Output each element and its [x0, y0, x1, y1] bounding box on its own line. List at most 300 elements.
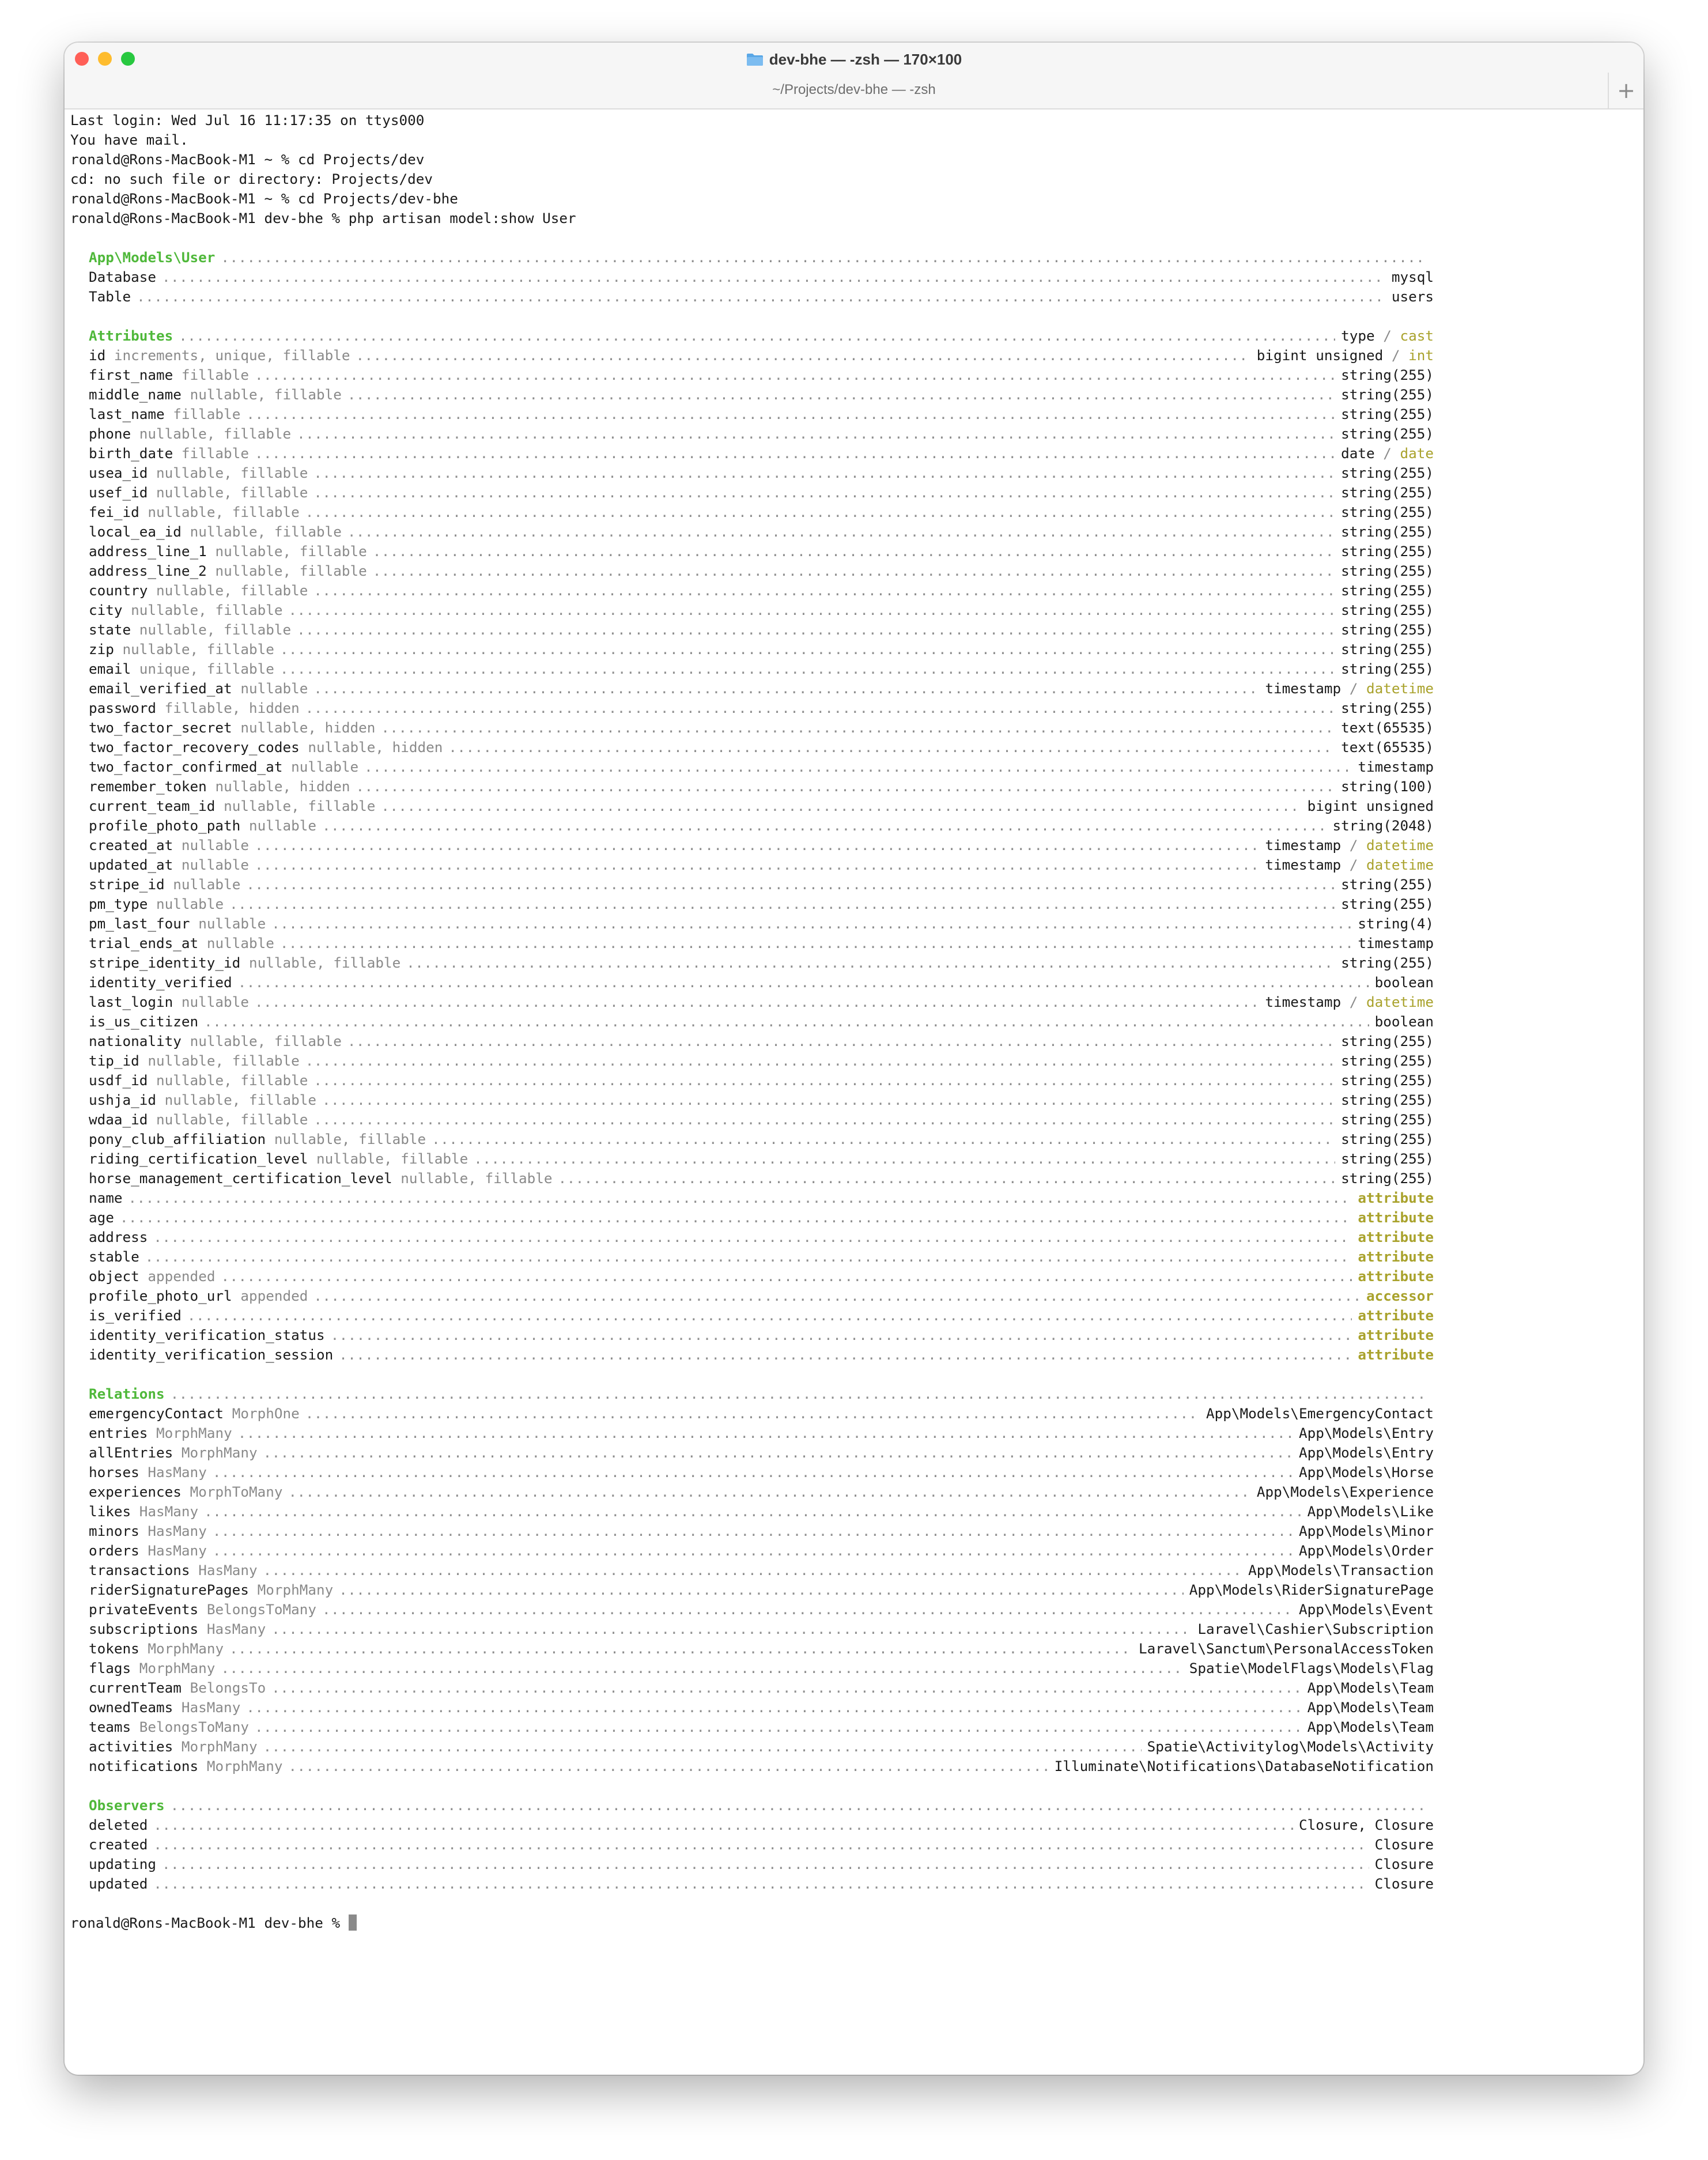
attribute-meta: fillable: [181, 367, 249, 383]
attribute-name: riding_certification_level: [89, 1150, 308, 1167]
row-label: [89, 1639, 224, 1659]
dot-leader: [322, 816, 1327, 836]
session-line: Last login: Wed Jul 16 11:17:35 on ttys000: [70, 112, 425, 129]
row-value: [1139, 1639, 1434, 1659]
relation-row: [89, 1423, 1434, 1443]
row-value: [1341, 463, 1434, 483]
dot-leader: [255, 992, 1259, 1012]
dot-leader: [229, 1639, 1133, 1659]
dot-leader: [373, 561, 1335, 581]
relation-name: currentTeam: [89, 1679, 182, 1696]
accessor-kind: attribute: [1358, 1248, 1434, 1265]
relation-type: HasMany: [148, 1542, 207, 1559]
attribute-meta: nullable: [240, 680, 308, 697]
attribute-row: [89, 816, 1434, 836]
attribute-name: stripe_identity_id: [89, 954, 241, 971]
attribute-row: [89, 1032, 1434, 1051]
attribute-cast: datetime: [1366, 856, 1434, 873]
row-label: [89, 1855, 156, 1874]
row-label: [89, 1659, 215, 1678]
row-value: [1341, 365, 1434, 385]
row-label: [89, 953, 400, 973]
attribute-row: [89, 1306, 1434, 1326]
row-label: [89, 1757, 282, 1776]
row-label: [89, 601, 282, 620]
attribute-name: two_factor_confirmed_at: [89, 758, 283, 775]
attribute-name: email_verified_at: [89, 680, 232, 697]
relation-row: [89, 1561, 1434, 1580]
attribute-name: horse_management_certification_level: [89, 1170, 392, 1187]
row-label: [89, 1012, 198, 1032]
relation-name: privateEvents: [89, 1601, 199, 1618]
row-label: [89, 561, 367, 581]
row-label: [89, 757, 358, 777]
separator: /: [1374, 445, 1400, 462]
new-tab-button[interactable]: +: [1608, 73, 1643, 108]
attribute-name: object: [89, 1268, 139, 1285]
dot-leader: [288, 1757, 1048, 1776]
relations-heading: Relations: [89, 1385, 165, 1402]
row-label: [89, 1737, 258, 1757]
attribute-meta: nullable, fillable: [190, 386, 342, 403]
relation-row: [89, 1443, 1434, 1463]
dot-leader: [381, 796, 1301, 816]
dot-leader: [263, 1443, 1293, 1463]
attribute-meta: appended: [240, 1287, 308, 1304]
row-value: [1257, 1482, 1434, 1502]
row-label: [89, 1247, 139, 1267]
row-label: [89, 1482, 282, 1502]
row-label: [89, 1502, 198, 1521]
session-line: ronald@Rons-MacBook-M1 ~ % cd Projects/dev-bhe: [70, 189, 1638, 209]
row-label: [89, 1384, 165, 1404]
row-label: [89, 1286, 308, 1306]
row-value: [1358, 934, 1434, 953]
observer-row: [89, 1815, 1434, 1835]
attribute-row: [89, 444, 1434, 463]
observer-handler: Closure: [1374, 1856, 1434, 1872]
relations-header-row: [89, 1384, 1434, 1404]
attribute-type: date: [1341, 445, 1375, 462]
relation-row: [89, 1482, 1434, 1502]
relation-name: ownedTeams: [89, 1699, 173, 1716]
relation-model: App\Models\Team: [1307, 1699, 1434, 1716]
relation-model: App\Models\Transaction: [1248, 1562, 1434, 1579]
row-label: [89, 326, 173, 346]
attribute-meta: fillable: [173, 406, 241, 422]
dot-leader: [305, 503, 1335, 522]
row-value: [1358, 1267, 1434, 1286]
row-value: [1308, 1678, 1434, 1698]
attribute-row: [89, 1071, 1434, 1090]
attribute-meta: nullable, fillable: [139, 425, 292, 442]
row-label: [89, 1208, 114, 1228]
attribute-row: [89, 1188, 1434, 1208]
dot-leader: [373, 542, 1335, 561]
attribute-name: pm_type: [89, 896, 148, 912]
attribute-type: string(255): [1341, 562, 1434, 579]
attribute-type: string(255): [1341, 1150, 1434, 1167]
row-label: [89, 581, 308, 601]
attribute-meta: nullable, hidden: [308, 739, 443, 756]
attribute-row: [89, 836, 1434, 855]
attribute-row: [89, 346, 1434, 365]
row-label: [89, 992, 249, 1012]
attribute-type: boolean: [1374, 1013, 1434, 1030]
row-value: [1341, 503, 1434, 522]
observer-row: [89, 1874, 1434, 1894]
attribute-row: [89, 424, 1434, 444]
row-value: [1341, 875, 1434, 894]
dot-leader: [162, 267, 1386, 287]
accessor-kind: attribute: [1358, 1268, 1434, 1285]
attribute-meta: nullable, hidden: [240, 719, 376, 736]
row-label: [89, 1326, 325, 1345]
row-value: [1189, 1659, 1434, 1678]
prompt-text: ronald@Rons-MacBook-M1 dev-bhe %: [70, 1914, 349, 1931]
row-value: [1341, 659, 1434, 679]
attribute-name: password: [89, 700, 157, 716]
attribute-row: [89, 365, 1434, 385]
relation-model: Laravel\Cashier\Subscription: [1197, 1621, 1434, 1637]
attribute-row: [89, 698, 1434, 718]
dot-leader: [238, 1423, 1293, 1443]
table-label: Table: [89, 288, 131, 305]
row-value: [1265, 992, 1434, 1012]
attribute-type: string(255): [1341, 896, 1434, 912]
row-value: [1375, 1012, 1434, 1032]
row-label: [89, 1463, 207, 1482]
attribute-type: string(255): [1341, 386, 1434, 403]
row-label: [89, 444, 249, 463]
attribute-name: ushja_id: [89, 1092, 157, 1108]
relation-type: HasMany: [139, 1503, 199, 1520]
attribute-row: [89, 1169, 1434, 1188]
attribute-meta: nullable, fillable: [400, 1170, 553, 1187]
attribute-cast: date: [1400, 445, 1434, 462]
dot-leader: [280, 934, 1352, 953]
dot-leader: [153, 1874, 1369, 1894]
attribute-type: string(255): [1341, 660, 1434, 677]
attribute-type: string(255): [1341, 1111, 1434, 1128]
attribute-row: [89, 1012, 1434, 1032]
attribute-row: [89, 640, 1434, 659]
dot-leader: [213, 1541, 1293, 1561]
dot-leader: [432, 1130, 1335, 1149]
relation-model: App\Models\Event: [1298, 1601, 1434, 1618]
dot-leader: [331, 1326, 1352, 1345]
row-label: [89, 836, 249, 855]
dot-leader: [313, 1071, 1335, 1090]
observer-event: updating: [89, 1856, 157, 1872]
dot-leader: [246, 1698, 1301, 1717]
attribute-row: [89, 855, 1434, 875]
row-value: [1055, 1757, 1434, 1776]
row-value: [1341, 894, 1434, 914]
row-value: [1248, 1561, 1434, 1580]
attribute-name: birth_date: [89, 445, 173, 462]
row-label: [89, 248, 215, 267]
session-line: ronald@Rons-MacBook-M1 dev-bhe % php artisan model:show User: [70, 209, 1638, 228]
attribute-row: [89, 405, 1434, 424]
dot-leader: [322, 1600, 1293, 1619]
relation-type: BelongsToMany: [206, 1601, 316, 1618]
attribute-cast: int: [1408, 347, 1434, 364]
attribute-name: trial_ends_at: [89, 935, 199, 951]
attribute-name: stable: [89, 1248, 139, 1265]
attribute-type: string(255): [1341, 700, 1434, 716]
attribute-type: string(255): [1341, 425, 1434, 442]
relation-name: allEntries: [89, 1444, 173, 1461]
row-value: [1392, 267, 1434, 287]
dot-leader: [406, 953, 1335, 973]
model-class-row: [89, 248, 1434, 267]
folder-icon: [746, 52, 764, 66]
relation-model: App\Models\Experience: [1256, 1483, 1434, 1500]
attribute-row: [89, 679, 1434, 698]
attribute-meta: nullable, fillable: [190, 523, 342, 540]
attribute-meta: nullable, fillable: [248, 954, 401, 971]
relation-model: Illuminate\Notifications\DatabaseNotification: [1054, 1758, 1434, 1774]
relation-row: [89, 1678, 1434, 1698]
dot-leader: [213, 1463, 1293, 1482]
relation-type: HasMany: [206, 1621, 266, 1637]
dot-leader: [213, 1521, 1293, 1541]
attribute-meta: nullable, fillable: [164, 1092, 316, 1108]
row-value: [1341, 1032, 1434, 1051]
row-value: [1299, 1521, 1434, 1541]
terminal-output[interactable]: [70, 111, 1638, 2059]
attribute-name: pm_last_four: [89, 915, 190, 932]
dot-leader: [305, 698, 1335, 718]
row-label: [89, 1228, 148, 1247]
row-value: [1341, 953, 1434, 973]
attribute-name: address: [89, 1229, 148, 1245]
title-divider: [65, 108, 1643, 109]
terminal-window: [65, 43, 1643, 2075]
row-value: [1341, 1169, 1434, 1188]
dot-leader: [120, 1208, 1352, 1228]
relation-type: MorphMany: [181, 1444, 258, 1461]
row-value: [1308, 1698, 1434, 1717]
row-value: [1358, 757, 1434, 777]
row-value: [1341, 522, 1434, 542]
database-row: [89, 267, 1434, 287]
attribute-type: string(255): [1341, 504, 1434, 520]
relation-model: App\Models\RiderSignaturePage: [1189, 1581, 1434, 1598]
observer-handler: Closure, Closure: [1298, 1817, 1434, 1833]
attribute-name: zip: [89, 641, 114, 658]
row-label: [89, 738, 443, 757]
observer-event: created: [89, 1836, 148, 1853]
attribute-name: middle_name: [89, 386, 182, 403]
attribute-type: text(65535): [1341, 739, 1434, 756]
row-label: [89, 346, 350, 365]
row-value: [1358, 1228, 1434, 1247]
attribute-meta: nullable, fillable: [148, 504, 300, 520]
row-label: [89, 679, 308, 698]
dot-leader: [162, 1855, 1369, 1874]
attribute-type: string(255): [1341, 1092, 1434, 1108]
relation-type: HasMany: [198, 1562, 258, 1579]
attribute-row: [89, 1228, 1434, 1247]
dot-leader: [347, 1032, 1335, 1051]
row-label: [89, 1815, 148, 1835]
attribute-name: updated_at: [89, 856, 173, 873]
row-label: [89, 914, 266, 934]
relation-model: App\Models\Team: [1307, 1679, 1434, 1696]
dot-leader: [153, 1815, 1293, 1835]
attribute-type: string(255): [1341, 954, 1434, 971]
row-label: [89, 1443, 258, 1463]
accessor-kind: attribute: [1358, 1307, 1434, 1324]
attribute-meta: appended: [148, 1268, 216, 1285]
blank-line: [70, 1365, 1638, 1384]
separator: /: [1383, 347, 1409, 364]
dot-leader: [229, 894, 1335, 914]
attribute-row: [89, 953, 1434, 973]
row-value: [1341, 1149, 1434, 1169]
attribute-row: [89, 601, 1434, 620]
attribute-row: [89, 542, 1434, 561]
attribute-row: [89, 1149, 1434, 1169]
attribute-name: city: [89, 602, 123, 618]
attribute-type: string(255): [1341, 406, 1434, 422]
dot-leader: [221, 248, 1428, 267]
attribute-name: is_verified: [89, 1307, 182, 1324]
attribute-name: email: [89, 660, 131, 677]
attribute-row: [89, 757, 1434, 777]
attribute-row: [89, 796, 1434, 816]
attribute-type: string(255): [1341, 641, 1434, 658]
dot-leader: [221, 1659, 1183, 1678]
attribute-row: [89, 385, 1434, 405]
row-value: [1341, 326, 1434, 346]
row-value: [1299, 1423, 1434, 1443]
relation-model: App\Models\Team: [1307, 1719, 1434, 1735]
attribute-row: [89, 620, 1434, 640]
attribute-type: timestamp: [1265, 994, 1342, 1010]
attribute-name: profile_photo_path: [89, 817, 241, 834]
row-label: [89, 1188, 123, 1208]
attribute-name: last_name: [89, 406, 165, 422]
attribute-type: timestamp: [1265, 856, 1342, 873]
relation-name: experiences: [89, 1483, 182, 1500]
row-value: [1341, 385, 1434, 405]
attribute-row: [89, 934, 1434, 953]
attribute-type: timestamp: [1265, 680, 1342, 697]
relation-row: [89, 1580, 1434, 1600]
attribute-row: [89, 1267, 1434, 1286]
relation-type: BelongsTo: [190, 1679, 266, 1696]
attribute-name: first_name: [89, 367, 173, 383]
accessor-kind: attribute: [1358, 1189, 1434, 1206]
relation-row: [89, 1502, 1434, 1521]
relation-row: [89, 1600, 1434, 1619]
row-label: [89, 542, 367, 561]
attribute-row: [89, 1130, 1434, 1149]
row-label: [89, 1698, 240, 1717]
relation-name: activities: [89, 1738, 173, 1755]
text-cursor: [349, 1914, 357, 1931]
relation-model: App\Models\Entry: [1298, 1444, 1434, 1461]
row-value: [1392, 287, 1434, 307]
dot-leader: [255, 855, 1259, 875]
row-value: [1341, 483, 1434, 503]
blank-line: [70, 228, 1638, 248]
attribute-row: [89, 1345, 1434, 1365]
relation-model: App\Models\Like: [1307, 1503, 1434, 1520]
row-label: [89, 1090, 316, 1110]
row-label: [89, 287, 131, 307]
row-value: [1299, 1600, 1434, 1619]
dot-leader: [221, 1267, 1352, 1286]
dot-leader: [171, 1384, 1428, 1404]
attribute-type: timestamp: [1265, 837, 1342, 854]
relation-model: Laravel\Sanctum\PersonalAccessToken: [1139, 1640, 1434, 1657]
row-value: [1332, 816, 1434, 836]
attribute-row: [89, 973, 1434, 992]
row-value: [1341, 698, 1434, 718]
attribute-row: [89, 718, 1434, 738]
observer-event: deleted: [89, 1817, 148, 1833]
attribute-name: created_at: [89, 837, 173, 854]
title-bar[interactable]: [65, 43, 1643, 108]
attribute-type: string(255): [1341, 1052, 1434, 1069]
attribute-name: phone: [89, 425, 131, 442]
row-value: [1189, 1580, 1434, 1600]
session-line: ronald@Rons-MacBook-M1 ~ % cd Projects/dev: [70, 150, 1638, 169]
attribute-name: identity_verification_session: [89, 1346, 334, 1363]
relation-name: tokens: [89, 1640, 139, 1657]
observer-row: [89, 1835, 1434, 1855]
dot-leader: [204, 1502, 1301, 1521]
attribute-meta: nullable, fillable: [190, 1033, 342, 1049]
row-label: [89, 855, 249, 875]
relation-row: [89, 1639, 1434, 1659]
dot-leader: [171, 1796, 1428, 1815]
dot-leader: [153, 1228, 1352, 1247]
observer-handler: Closure: [1374, 1836, 1434, 1853]
attribute-name: profile_photo_url: [89, 1287, 232, 1304]
tab-title[interactable]: ~/Projects/dev-bhe — -zsh: [772, 82, 936, 97]
row-label: [89, 365, 249, 385]
attribute-name: state: [89, 621, 131, 638]
attribute-type: string(255): [1341, 543, 1434, 560]
dot-leader: [356, 346, 1251, 365]
relation-name: flags: [89, 1660, 131, 1676]
row-label: [89, 1619, 266, 1639]
attribute-type: bigint unsigned: [1256, 347, 1384, 364]
relation-name: riderSignaturePages: [89, 1581, 249, 1598]
attribute-name: nationality: [89, 1033, 182, 1049]
dot-leader: [129, 1188, 1352, 1208]
row-label: [89, 1600, 316, 1619]
dot-leader: [339, 1580, 1184, 1600]
dot-leader: [322, 1090, 1335, 1110]
row-value: [1341, 1051, 1434, 1071]
row-label: [89, 522, 342, 542]
attribute-name: current_team_id: [89, 798, 216, 814]
attribute-meta: nullable, fillable: [156, 1072, 308, 1089]
separator: /: [1341, 994, 1366, 1010]
row-label: [89, 1678, 266, 1698]
attribute-meta: fillable: [181, 445, 249, 462]
dot-leader: [271, 914, 1352, 934]
row-label: [89, 796, 375, 816]
relation-name: subscriptions: [89, 1621, 199, 1637]
attribute-type: string(255): [1341, 484, 1434, 501]
